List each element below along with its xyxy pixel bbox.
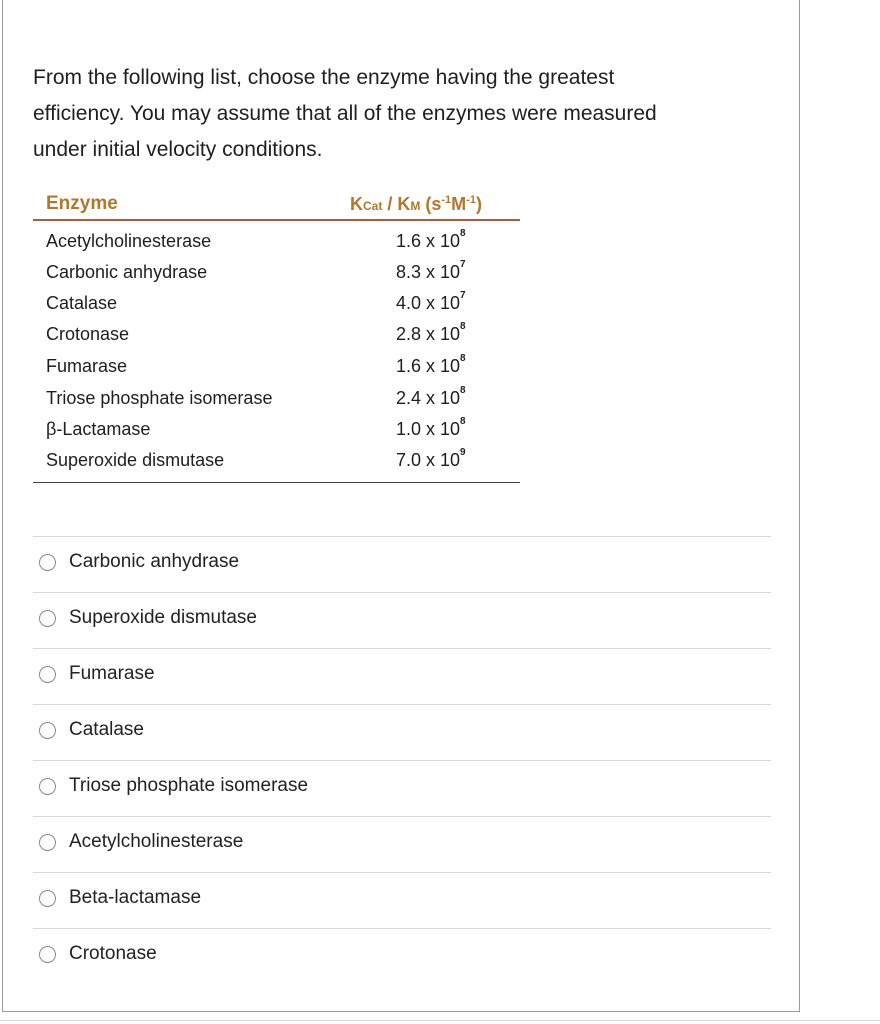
radio-button[interactable] (39, 722, 56, 739)
table-row (33, 384, 520, 415)
enzyme-name: Carbonic anhydrase (46, 262, 208, 282)
option-crotonase[interactable] (38, 941, 738, 971)
option-label[interactable]: Triose phosphate isomerase (69, 775, 309, 796)
option-divider (33, 648, 771, 649)
option-label[interactable]: Catalase (69, 719, 144, 740)
kcat-km-value: 2.4 x $10^8$ (396, 385, 466, 408)
radio-button[interactable] (39, 834, 56, 851)
footer-rule (33, 482, 520, 483)
radio-button[interactable] (39, 890, 56, 907)
enzyme-name: Triose phosphate isomerase (46, 388, 273, 408)
option-label[interactable]: Carbonic anhydrase (69, 551, 240, 572)
enzyme-name: Fumarase (46, 356, 128, 376)
option-fumarase[interactable] (38, 661, 738, 691)
table-row (33, 320, 520, 351)
option-superoxide-dismutase[interactable] (38, 605, 738, 635)
radio-button[interactable] (39, 554, 56, 571)
table-row (33, 258, 520, 289)
radio-button[interactable] (39, 778, 56, 795)
header-kcat-km: KCat / KM $(s^{-1}M^{-1})$ (350, 194, 482, 214)
kcat-km-value: 1.6 x $10^8$ (396, 353, 466, 376)
enzyme-name: Acetylcholinesterase (46, 231, 212, 251)
enzyme-name: Crotonase (46, 324, 130, 344)
page-divider (0, 1020, 880, 1021)
option-label[interactable]: Acetylcholinesterase (69, 831, 244, 852)
option-divider (33, 536, 771, 537)
header-enzyme: Enzyme (46, 193, 118, 214)
kcat-km-value: 4.0 x $10^7$ (396, 290, 466, 313)
option-divider (33, 760, 771, 761)
option-acetylcholinesterase[interactable] (38, 829, 738, 859)
option-label[interactable]: Superoxide dismutase (69, 607, 257, 628)
enzyme-name: Superoxide dismutase (46, 450, 225, 470)
option-label[interactable]: Fumarase (69, 663, 155, 684)
kcat-km-value: 8.3 x $10^7$ (396, 259, 466, 282)
enzyme-table (33, 190, 520, 484)
option-divider (33, 928, 771, 929)
option-catalase[interactable] (38, 717, 738, 747)
option-divider (33, 872, 771, 873)
kcat-km-value: 7.0 x $10^9$ (396, 447, 466, 470)
kcat-km-value: 1.6 x $10^8$ (396, 228, 466, 251)
option-divider (33, 704, 771, 705)
radio-button[interactable] (39, 610, 56, 627)
table-row (33, 289, 520, 320)
question-line: efficiency. You may assume that all of the enzymes were measured (33, 102, 657, 125)
option-label[interactable]: Crotonase (69, 943, 157, 964)
option-beta-lactamase[interactable] (38, 885, 738, 915)
table-row (33, 446, 520, 477)
enzyme-name: Catalase (46, 293, 118, 313)
enzyme-name: β-Lactamase (46, 419, 151, 439)
question-line: under initial velocity conditions. (33, 138, 323, 161)
radio-button[interactable] (39, 666, 56, 683)
table-row (33, 352, 520, 383)
table-row (33, 415, 520, 446)
radio-button[interactable] (39, 946, 56, 963)
option-divider (33, 816, 771, 817)
table-row (33, 227, 520, 258)
kcat-km-value: 1.0 x $10^8$ (396, 416, 466, 439)
question-line: From the following list, choose the enzyme having the greatest (33, 66, 615, 89)
option-carbonic-anhydrase[interactable] (38, 549, 738, 579)
kcat-km-value: 2.8 x $10^8$ (396, 321, 466, 344)
option-triose-phosphate-isomerase[interactable] (38, 773, 738, 803)
option-divider (33, 592, 771, 593)
option-label[interactable]: Beta-lactamase (69, 887, 202, 908)
header-rule (33, 219, 520, 221)
question-text (33, 60, 733, 168)
